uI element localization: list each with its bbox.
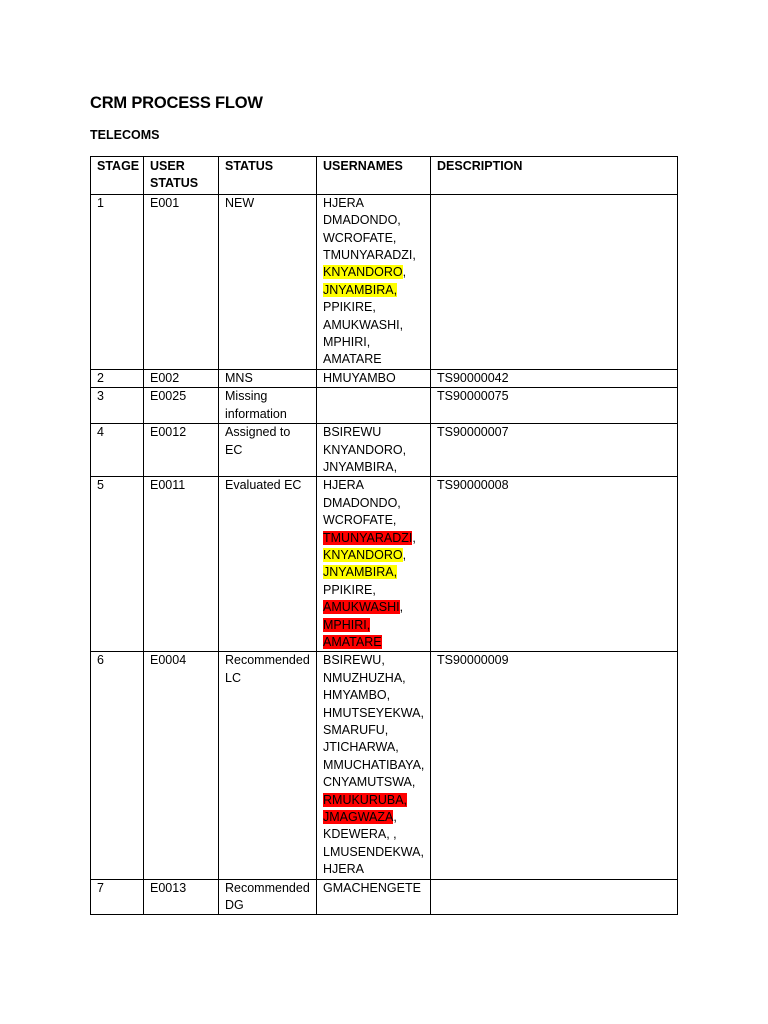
crm-process-table (90, 156, 678, 915)
username-line (323, 757, 424, 774)
username-line (323, 774, 424, 791)
status-cell: Missing information (219, 388, 317, 424)
username-line (323, 705, 424, 722)
username-text: WCROFATE, (323, 513, 397, 528)
username-line (323, 512, 424, 529)
username-text: HMUTSEYEKWA, (323, 705, 424, 720)
username-text: SMARUFU, (323, 723, 389, 737)
username-line (323, 687, 424, 704)
highlighted-username: RMUKURUBA, (323, 792, 408, 807)
username-line (323, 195, 424, 212)
username-text: KNYANDORO, (323, 442, 407, 457)
username-line (323, 477, 424, 494)
highlighted-username: JMAGWAZA (323, 810, 394, 825)
username-text: HJERA (323, 478, 364, 493)
username-line (323, 247, 424, 264)
username-text: AMATARE (323, 352, 382, 367)
user-status-cell: E002 (144, 369, 219, 387)
username-line (323, 844, 424, 861)
header-user-status: USER STATUS (144, 157, 219, 195)
username-text: , (412, 530, 416, 545)
header-stage: STAGE (91, 157, 144, 195)
document-subtitle: TELECOMS (90, 128, 160, 142)
username-line (323, 739, 424, 756)
stage-cell: 1 (91, 194, 144, 369)
description-cell: TS90000007 (431, 424, 678, 477)
highlighted-username: JNYAMBIRA, (323, 282, 398, 297)
username-text: BSIREWU (323, 425, 382, 440)
username-line (323, 317, 424, 334)
username-line (323, 582, 424, 599)
status-cell: NEW (219, 194, 317, 369)
username-line (323, 212, 424, 229)
username-text: WCROFATE, (323, 230, 397, 245)
table-row (91, 424, 678, 477)
table-row (91, 369, 678, 387)
username-line (323, 617, 424, 634)
status-cell: Evaluated EC (219, 477, 317, 652)
highlighted-username: MPHIRI, (323, 617, 371, 632)
username-line (323, 370, 424, 387)
table-body (91, 194, 678, 915)
description-cell: TS90000009 (431, 652, 678, 879)
username-line (323, 722, 424, 739)
username-line (323, 880, 424, 897)
username-line (323, 826, 424, 843)
username-text: , (393, 810, 397, 825)
username-line (323, 652, 424, 669)
username-text: DMADONDO, (323, 495, 401, 510)
usernames-cell (317, 879, 431, 915)
username-text: PPIKIRE, (323, 300, 376, 315)
table-row (91, 388, 678, 424)
username-text: , (399, 600, 404, 615)
username-line (323, 495, 424, 512)
user-status-cell: E0012 (144, 424, 219, 477)
highlighted-username: AMATARE (323, 634, 382, 649)
username-line (323, 634, 424, 651)
username-text: KDEWERA, , (323, 827, 397, 842)
usernames-cell (317, 388, 431, 424)
header-description: DESCRIPTION (431, 157, 678, 195)
usernames-cell (317, 369, 431, 387)
username-text: DMADONDO, (323, 213, 401, 228)
username-line (323, 564, 424, 581)
username-text: JNYAMBIRA, (323, 459, 398, 474)
status-cell: Recommended LC (219, 652, 317, 879)
table-row (91, 879, 678, 915)
status-cell: Assigned to EC (219, 424, 317, 477)
document-title: CRM PROCESS FLOW (90, 94, 263, 112)
user-status-cell: E0004 (144, 652, 219, 879)
username-line (323, 809, 424, 826)
username-line (323, 264, 424, 281)
username-text: HMYAMBO, (323, 688, 391, 703)
username-line (323, 334, 424, 351)
table-row (91, 652, 678, 879)
user-status-cell: E001 (144, 194, 219, 369)
username-text: LMUSENDEKWA, (323, 844, 424, 859)
username-line (323, 459, 424, 476)
username-line (323, 547, 424, 564)
username-line (323, 351, 424, 368)
username-line (323, 530, 424, 547)
username-text: PPIKIRE, (323, 582, 376, 597)
user-status-cell: E0013 (144, 879, 219, 915)
stage-cell: 5 (91, 477, 144, 652)
username-text: TMUNYARADZI, (323, 248, 416, 263)
header-status: STATUS (219, 157, 317, 195)
username-text: AMUKWASHI, (323, 317, 404, 332)
stage-cell: 3 (91, 388, 144, 424)
stage-cell: 2 (91, 369, 144, 387)
username-text: GMACHENGETE (323, 880, 421, 895)
usernames-cell (317, 424, 431, 477)
highlighted-username: KNYANDORO (323, 547, 403, 562)
username-line (323, 670, 424, 687)
highlighted-username: KNYANDORO (323, 265, 403, 280)
status-cell: Recommended DG (219, 879, 317, 915)
username-text: JTICHARWA, (323, 740, 399, 755)
username-text: BSIREWU, (323, 653, 385, 668)
user-status-cell: E0025 (144, 388, 219, 424)
usernames-cell (317, 477, 431, 652)
username-text: CNYAMUTSWA, (323, 775, 416, 790)
description-cell: TS90000008 (431, 477, 678, 652)
username-text: HJERA (323, 862, 364, 877)
username-line (323, 599, 424, 616)
username-text: MPHIRI, (323, 335, 371, 350)
username-line (323, 442, 424, 459)
table-row (91, 477, 678, 652)
description-cell (431, 194, 678, 369)
stage-cell: 7 (91, 879, 144, 915)
highlighted-username: AMUKWASHI (323, 600, 400, 615)
table-row (91, 194, 678, 369)
usernames-cell (317, 652, 431, 879)
username-text: , (402, 265, 407, 280)
user-status-cell: E0011 (144, 477, 219, 652)
username-line (323, 424, 424, 441)
username-line (323, 299, 424, 316)
stage-cell: 4 (91, 424, 144, 477)
description-cell: TS90000042 (431, 369, 678, 387)
username-line (323, 861, 424, 878)
table-header-row (91, 157, 678, 195)
username-line (323, 792, 424, 809)
description-cell (431, 879, 678, 915)
username-line (323, 230, 424, 247)
usernames-cell (317, 194, 431, 369)
header-usernames: USERNAMES (317, 157, 431, 195)
stage-cell: 6 (91, 652, 144, 879)
username-line (323, 282, 424, 299)
highlighted-username: TMUNYARADZI (323, 530, 413, 545)
username-text: MMUCHATIBAYA, (323, 757, 425, 772)
username-text: NMUZHUZHA, (323, 670, 406, 685)
username-text: , (402, 547, 407, 562)
highlighted-username: JNYAMBIRA, (323, 565, 398, 580)
username-text: HMUYAMBO (323, 370, 396, 385)
username-text: HJERA (323, 195, 364, 210)
status-cell: MNS (219, 369, 317, 387)
description-cell: TS90000075 (431, 388, 678, 424)
